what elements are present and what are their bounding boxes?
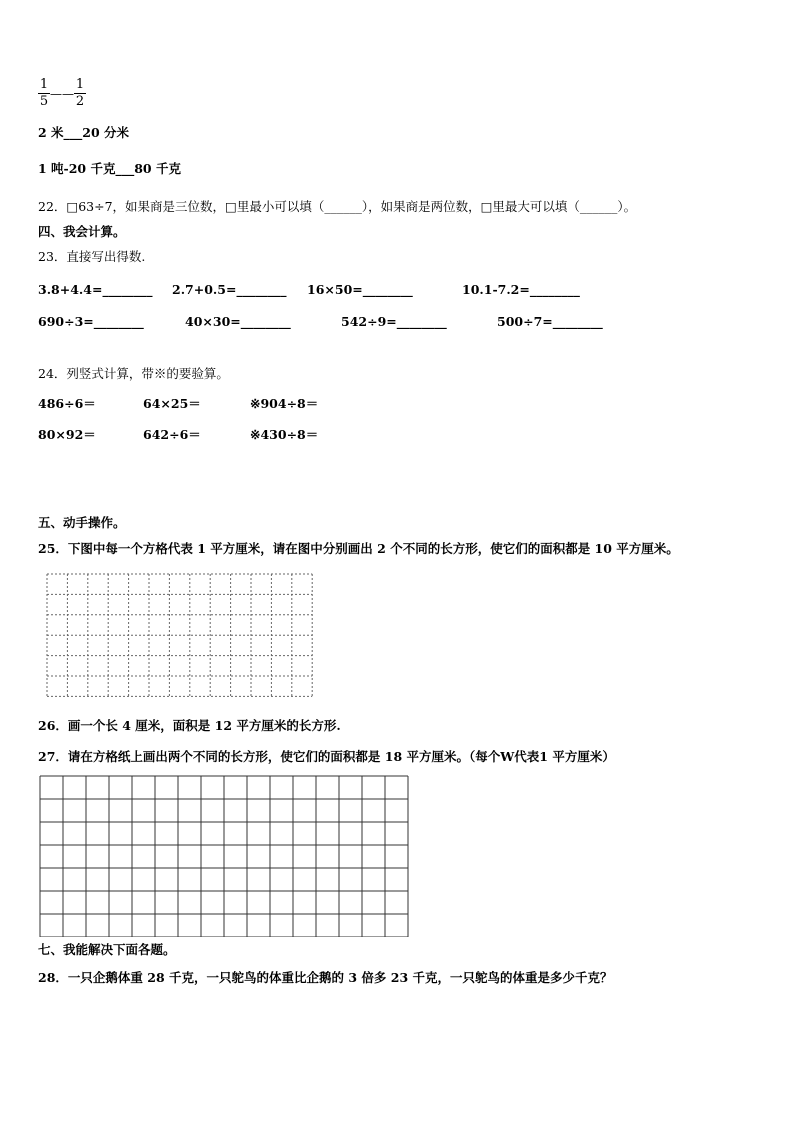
question-23-title: 23．直接写出得数. bbox=[38, 249, 146, 264]
section-5-heading: 五、动手操作。 bbox=[38, 515, 126, 530]
question-25: 25．下图中每一个方格代表 1 平方厘米，请在图中分别画出 2 个不同的长方形，使它们的面积都是 10 平方厘米。 bbox=[38, 541, 679, 556]
q23-item: 542÷9=________ bbox=[341, 314, 447, 329]
q24-item: ※904÷8＝ bbox=[250, 396, 319, 411]
q23-item: 2.7+0.5=________ bbox=[172, 282, 287, 297]
question-28: 28．一只企鹅体重 28 千克，一只鸵鸟的体重比企鹅的 3 倍多 23 千克，一只鸵鸟的体重是多少千克？ bbox=[38, 970, 613, 985]
compare-meters: 2 米___20 分米 bbox=[38, 125, 130, 140]
fraction-left-numerator: 1 bbox=[39, 77, 49, 92]
section-4-heading: 四、我会计算。 bbox=[38, 224, 126, 239]
question-24-title: 24．列竖式计算，带※的要验算。 bbox=[38, 366, 229, 381]
q24-item: 642÷6＝ bbox=[143, 427, 201, 442]
fraction-compare-blank: —— bbox=[50, 87, 74, 101]
q23-item: 10.1-7.2=________ bbox=[462, 282, 580, 297]
dotted-grid-paper[interactable] bbox=[46, 573, 314, 697]
question-22: 22．□63÷7，如果商是三位数，□里最小可以填（______），如果商是两位数，□里最大可以填（______）。 bbox=[38, 199, 637, 214]
compare-tons: 1 吨-20 千克___80 千克 bbox=[38, 161, 181, 176]
fraction-left bbox=[38, 78, 50, 109]
square-grid-paper[interactable] bbox=[39, 775, 409, 937]
fraction-left-denominator: 5 bbox=[39, 94, 49, 109]
q23-item: 3.8+4.4=________ bbox=[38, 282, 153, 297]
fraction-right-denominator: 2 bbox=[75, 94, 85, 109]
question-27: 27．请在方格纸上画出两个不同的长方形，使它们的面积都是 18 平方厘米。（每个W代表1 平方厘米） bbox=[38, 749, 615, 764]
q24-item: 486÷6＝ bbox=[38, 396, 96, 411]
q24-item: 80×92＝ bbox=[38, 427, 96, 442]
q23-item: 40×30=________ bbox=[185, 314, 291, 329]
q23-item: 16×50=________ bbox=[307, 282, 413, 297]
q23-item: 500÷7=________ bbox=[497, 314, 603, 329]
question-26: 26．画一个长 4 厘米，面积是 12 平方厘米的长方形. bbox=[38, 718, 341, 733]
fraction-right bbox=[74, 78, 86, 109]
q23-item: 690÷3=________ bbox=[38, 314, 144, 329]
section-7-heading: 七、我能解决下面各题。 bbox=[38, 942, 176, 957]
fraction-right-numerator: 1 bbox=[75, 77, 85, 92]
q24-item: ※430÷8＝ bbox=[250, 427, 319, 442]
q24-item: 64×25＝ bbox=[143, 396, 201, 411]
